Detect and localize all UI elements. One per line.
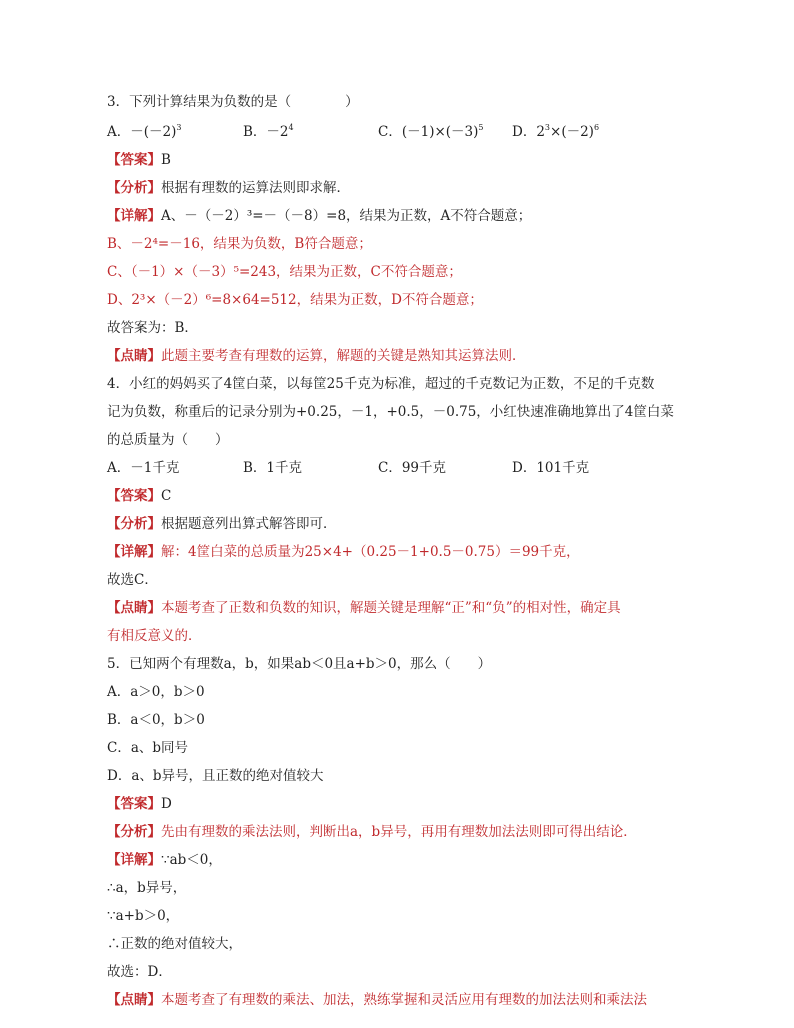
q5-conclusion: 故选：D． xyxy=(107,964,172,980)
q3-option-a: A．$-(-2)^3$ xyxy=(107,123,182,140)
q3-option-d: D．$2^3\times(-2)^6$ xyxy=(512,123,600,140)
q5-option-a: A．a＞0，b＞0 xyxy=(107,684,205,700)
q5-detail-2: ∴a，b异号， xyxy=(107,880,187,896)
q5-detail-3: ∵a+b＞0， xyxy=(107,908,180,924)
q3-detail-c: C、（－1）×（－3）⁵=243，结果为正数，C不符合题意； xyxy=(107,264,462,280)
q5-option-b: B．a＜0，b＞0 xyxy=(107,712,205,728)
q4-detail: 【详解】解：4筐白菜的总质量为25×4+（0.25－1+0.5－0.75）＝99千克， xyxy=(107,544,580,560)
q4-option-b: B．1千克 xyxy=(243,460,303,476)
q4-stem-line-2: 记为负数，称重后的记录分别为+0.25，－1，+0.5，－0.75，小红快速准确地算出了4筐白菜 xyxy=(107,404,674,420)
q5-analysis: 【分析】先由有理数的乘法法则，判断出a，b异号，再用有理数加法法则即可得出结论． xyxy=(107,824,637,840)
q3-conclusion: 故答案为：B． xyxy=(107,320,198,336)
q3-option-c: C．$(-1)\times(-3)^5$ xyxy=(378,123,484,140)
q4-option-c: C．99千克 xyxy=(378,460,447,476)
q5-option-c: C．a、b同号 xyxy=(107,740,189,756)
q4-answer: 【答案】C xyxy=(107,488,172,504)
q3-comment: 【点睛】此题主要考查有理数的运算，解题的关键是熟知其运算法则． xyxy=(107,348,526,364)
q4-stem-line-3: 的总质量为（ ） xyxy=(107,432,229,448)
q4-option-a: A．－1千克 xyxy=(107,460,180,476)
q3-detail-d: D、2³×（－2）⁶=8×64=512，结果为正数，D不符合题意； xyxy=(107,292,483,308)
q5-option-d: D．a、b异号，且正数的绝对值较大 xyxy=(107,768,324,784)
q5-comment: 【点睛】本题考查了有理数的乘法、加法，熟练掌握和灵活应用有理数的加法法则和乘法法 xyxy=(107,992,647,1008)
q5-answer: 【答案】D xyxy=(107,796,172,812)
q5-stem: 5．已知两个有理数a，b，如果ab＜0且a+b＞0，那么（ ） xyxy=(107,656,492,672)
q3-stem: 3．下列计算结果为负数的是（ ） xyxy=(107,94,359,110)
q4-option-d: D．101千克 xyxy=(512,460,590,476)
q5-detail-4: ∴正数的绝对值较大， xyxy=(107,936,242,952)
q4-conclusion: 故选C． xyxy=(107,572,158,588)
q3-answer: 【答案】B xyxy=(107,152,171,168)
q3-options xyxy=(107,123,697,141)
q4-options xyxy=(107,459,697,477)
q5-detail: 【详解】∵ab＜0， xyxy=(107,852,222,868)
q3-detail: 【详解】A、－（－2）³=－（－8）=8，结果为正数，A不符合题意； xyxy=(107,208,532,224)
q4-comment-cont: 有相反意义的． xyxy=(107,628,202,644)
q3-analysis: 【分析】根据有理数的运算法则即求解． xyxy=(107,180,350,196)
q3-detail-b: B、－2⁴=－16，结果为负数，B符合题意； xyxy=(107,236,372,252)
q4-analysis: 【分析】根据题意列出算式解答即可． xyxy=(107,516,337,532)
q3-option-b: B．$-2^4$ xyxy=(243,123,294,140)
q4-comment: 【点睛】本题考查了正数和负数的知识，解题关键是理解“正”和“负”的相对性，确定具 xyxy=(107,600,621,616)
q4-stem-line-1: 4．小红的妈妈买了4筐白菜，以每筐25千克为标准，超过的千克数记为正数，不足的千克数 xyxy=(107,376,655,392)
